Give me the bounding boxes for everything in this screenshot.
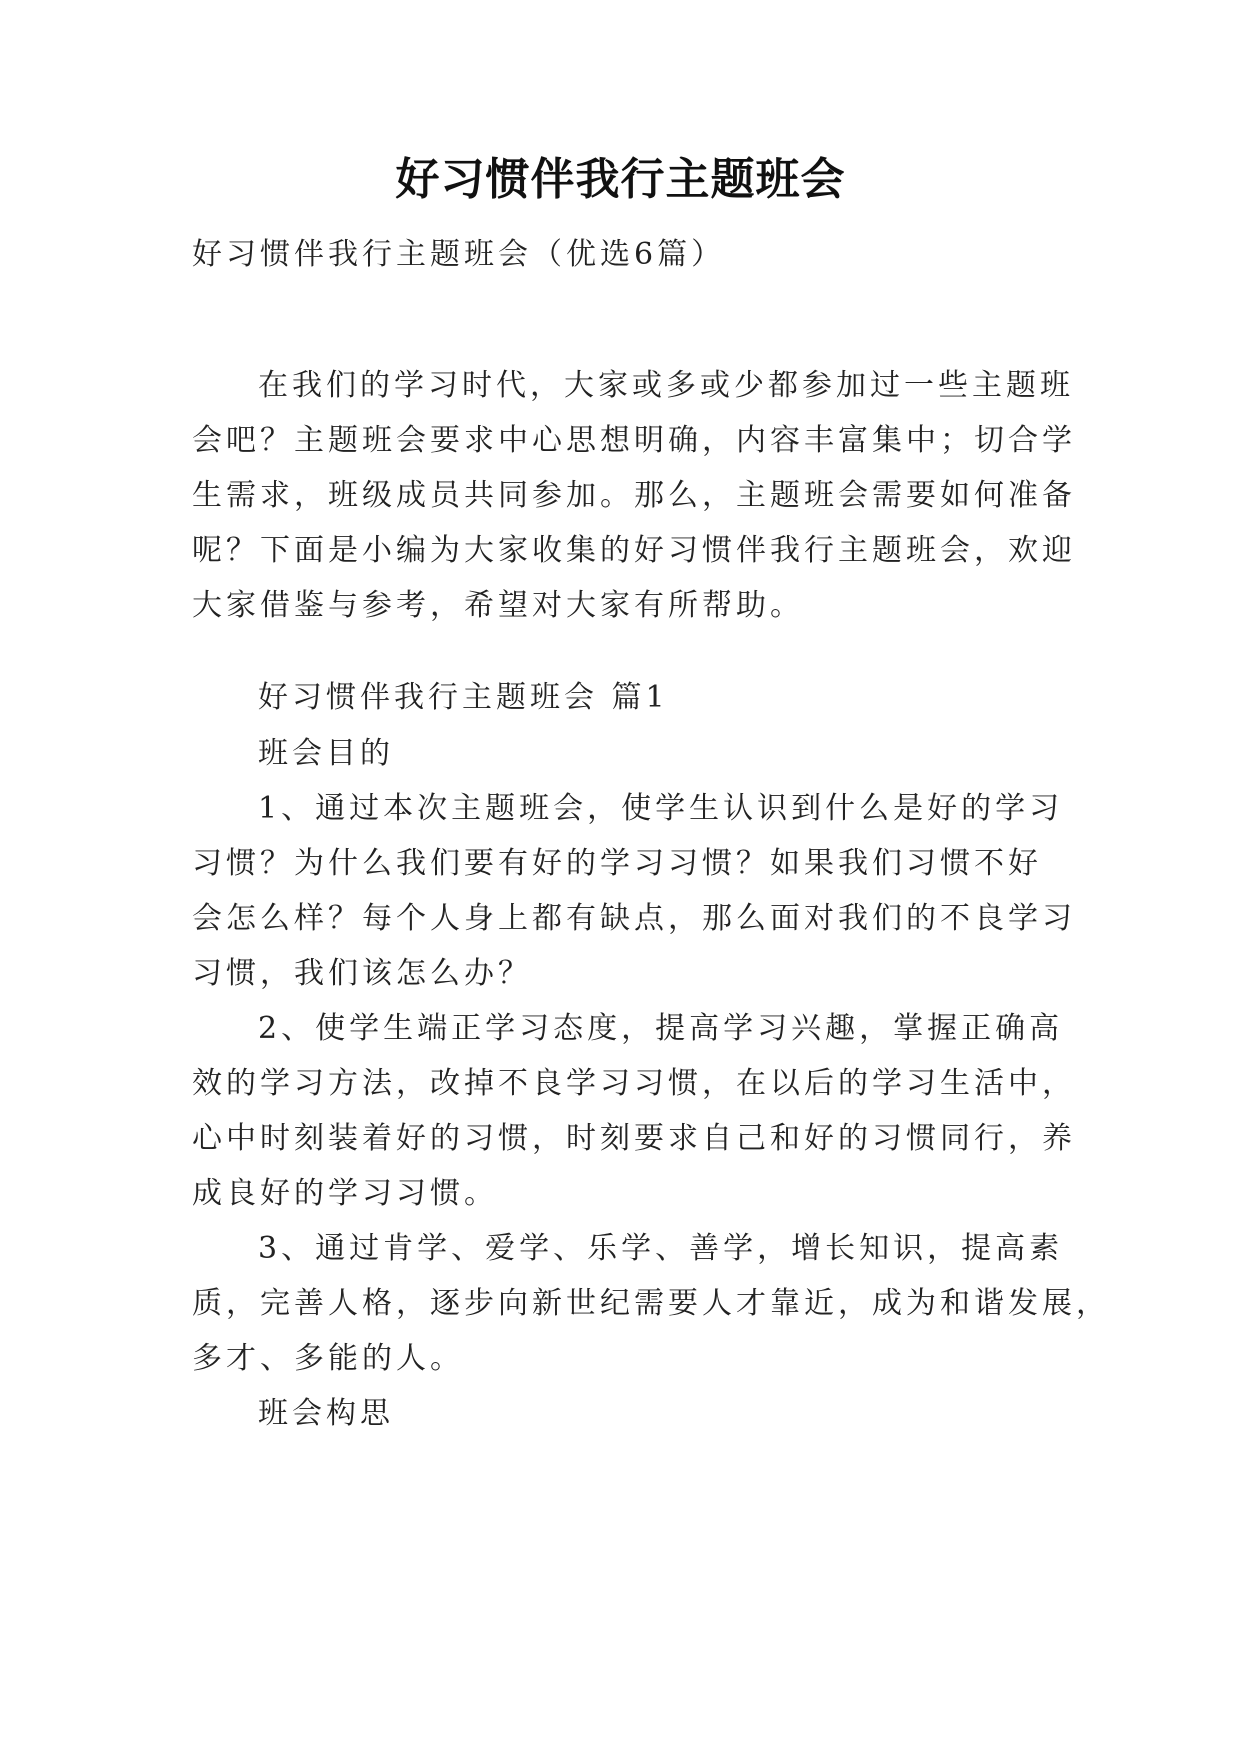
purpose-item-line: 习惯，我们该怎么办？ [192,956,532,991]
intro-line: 大家借鉴与参考，希望对大家有所帮助。 [192,588,804,623]
purpose-item-line: 心中时刻装着好的习惯，时刻要求自己和好的习惯同行，养 [192,1121,1076,1156]
purpose-item-line: 3、通过肯学、爱学、乐学、善学，增长知识，提高素 [258,1231,1064,1266]
purpose-item-line: 效的学习方法，改掉不良学习习惯，在以后的学习生活中， [192,1066,1076,1101]
purpose-item-line: 多才、多能的人。 [192,1341,464,1376]
intro-line: 在我们的学习时代，大家或多或少都参加过一些主题班 [258,368,1074,403]
intro-line: 生需求，班级成员共同参加。那么，主题班会需要如何准备 [192,478,1076,513]
intro-line: 会吧？主题班会要求中心思想明确，内容丰富集中；切合学 [192,423,1076,458]
concept-heading: 班会构思 [258,1396,394,1431]
purpose-item-line: 1、通过本次主题班会，使学生认识到什么是好的学习 [258,791,1064,826]
document-subtitle: 好习惯伴我行主题班会（优选6篇） [192,237,726,272]
intro-line: 呢？下面是小编为大家收集的好习惯伴我行主题班会，欢迎 [192,533,1076,568]
purpose-item-line: 质，完善人格，逐步向新世纪需要人才靠近，成为和谐发展， [192,1286,1110,1321]
purpose-item-line: 习惯？为什么我们要有好的学习习惯？如果我们习惯不好 [192,846,1042,881]
purpose-heading: 班会目的 [258,736,394,771]
purpose-item-line: 成良好的学习习惯。 [192,1176,498,1211]
purpose-item-line: 2、使学生端正学习态度，提高学习兴趣，掌握正确高 [258,1011,1064,1046]
purpose-item-line: 会怎么样？每个人身上都有缺点，那么面对我们的不良学习 [192,901,1076,936]
section-heading: 好习惯伴我行主题班会 篇1 [258,680,669,715]
document-title: 好习惯伴我行主题班会 [395,154,846,205]
